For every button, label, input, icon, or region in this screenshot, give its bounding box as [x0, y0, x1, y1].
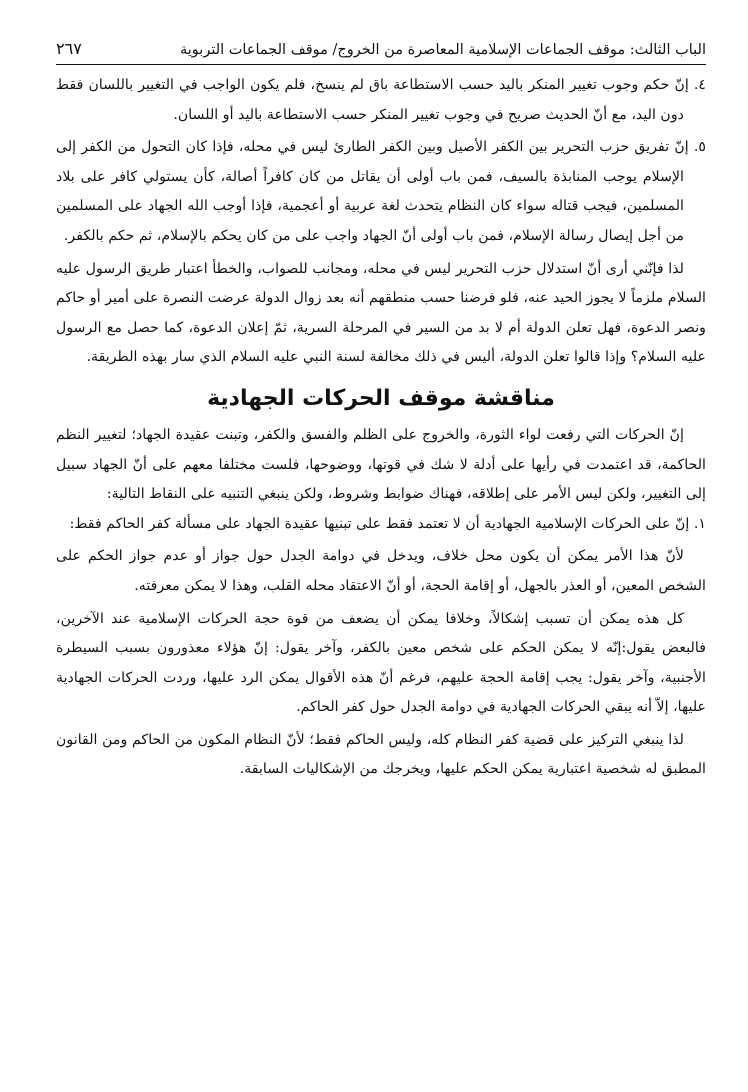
book-page — [56, 38, 706, 785]
final-paragraph: لذا ينبغي التركيز على قضية كفر النظام كله، وليس الحاكم فقط؛ لأنّ النظام المكون من الحاكم ومن القانون المطبق له شخصية اعتبارية يمكن الحكم عليها، ويخرجك من الإشكاليات السابقة. — [56, 731, 706, 778]
numbered-point-5: ٥. إنّ تفريق حزب التحرير بين الكفر الأصيل وبين الكفر الطارئ ليس في محله، فإذا كان التحول من الكفر إلى الإسلام يوجب المنابذة بالسيف، فمن باب أولى أن يقاتل من كان كافراً أصالة، كأن يستولي كافر على بلاد المسلمين، فيجب قتاله سواء كان النظام يتحدث لغة عربية أو أعجمية، فإذا أوجب الله الجهاد على المسلمين من أجل إيصال رسالة الإسلام، فمن باب أولى أنّ الجهاد واجب على من كان يحكم بالإسلام، ثم حكم بالكفر. — [56, 139, 706, 244]
conclusion-paragraph: لذا فإنّني أرى أنّ استدلال حزب التحرير ليس في محله، ومجانب للصواب، والخطأ اعتبار طريق الرسول عليه السلام ملزماً لا يجوز الحيد عنه، فلو فرضنا حسب منطقهم أنه بعد زوال الدولة عرضت النصرة على أمير أو حاكم ونصر الدعوة، فهل تعلن الدولة أم لا بد من السير في المرحلة السرية، ثمّ إعلان الدعوة، كما حصل مع الرسول عليه السلام؟ وإذا قالوا تعلن الدولة، أليس في ذلك مخالفة لسنة النبي عليه السلام الذي سار بهذه الطريقة. — [56, 260, 706, 366]
reason-paragraph: لأنّ هذا الأمر يمكن أن يكون محل خلاف، ويدخل في دوامة الجدل حول جواز أو عدم جواز الحكم على الشخص المعين، أو العذر بالجهل، أو إقامة الحجة، أو أنّ الاعتقاد محله القلب، وهذا لا يمكن معرفته. — [56, 548, 706, 594]
intro-paragraph: إنّ الحركات التي رفعت لواء الثورة، والخروج على الظلم والفسق والكفر، وتبنت عقيدة الجهاد؛ لتغيير النظم الحاكمة، قد اعتمدت في رأيها على أدلة لا شك في قوتها، ووضوحها، فلست مختلفا معهم على أنّ الجهاد سبيل إلى التغيير، ولكن ليس الأمر على إطلاقه، فهناك ضوابط وشروط، ولكن ينبغي التنبيه على النقاط التالية: — [56, 426, 706, 503]
running-title: الباب الثالث: موقف الجماعات الإسلامية المعاصرة من الخروج/ موقف الجماعات التربوية — [179, 42, 706, 58]
section-heading: مناقشة موقف الحركات الجهادية — [207, 385, 555, 411]
numbered-point-1: ١. إنّ على الحركات الإسلامية الجهادية أن لا تعتمد فقط على تبنيها عقيدة الجهاد على مسألة كفر الحاكم فقط: — [69, 515, 706, 532]
page-number: ٢٦٧ — [56, 39, 82, 58]
running-header — [56, 38, 706, 65]
discussion-paragraph: كل هذه يمكن أن تسبب إشكالاً، وخلافا يمكن أن يضعف من قوة حجة الحركات الإسلامية عند الآخرين، فالبعض يقول:إنّه لا يمكن الحكم على شخص معين بالكفر، وآخر يقول: إنّ هؤلاء معذورون بسبب السيطرة الأجنبية، وآخر يقول: يجب إقامة الحجة عليهم، فرغم أنّ هذه الأقوال يمكن الرد عليها، وردت الحركات الجهادية عليها، إلاّ أنه يبقي الحركات الجهادية في دوامة الجدل حول كفر الحاكم. — [56, 610, 706, 716]
numbered-point-4: ٤. إنّ حكم وجوب تغيير المنكر باليد حسب الاستطاعة باق لم ينسخ، فلم يكون الواجب في التغيير باللسان فقط دون اليد، مع أنّ الحديث صريح في وجوب تغيير المنكر حسب الاستطاعة باليد أو اللسان. — [56, 77, 706, 123]
